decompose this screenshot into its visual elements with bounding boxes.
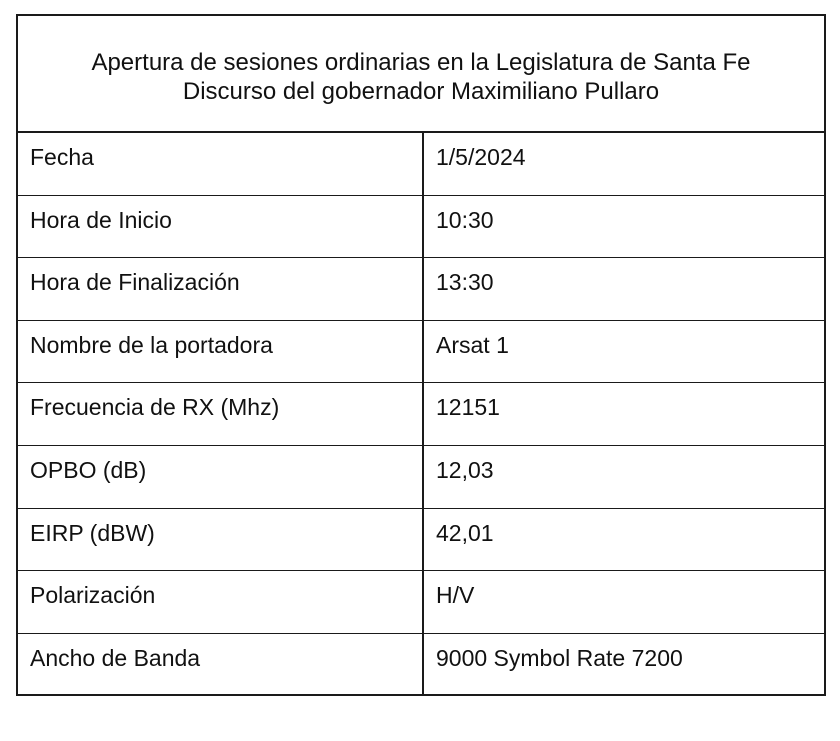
table-row-hora-finalizacion [18, 258, 824, 321]
table-row-ancho-banda [18, 634, 824, 697]
row-label: EIRP (dBW) [18, 509, 424, 571]
row-label: Frecuencia de RX (Mhz) [18, 383, 424, 445]
table-title-line-1: Apertura de sesiones ordinarias en la Legislatura de Santa Fe [91, 49, 751, 76]
table-row-nombre-portadora [18, 321, 824, 384]
table-row-eirp [18, 509, 824, 572]
table-row-polarizacion [18, 571, 824, 634]
row-value: 10:30 [436, 206, 494, 233]
row-value: Arsat 1 [436, 331, 509, 358]
row-value: 13:30 [436, 269, 494, 296]
row-value: 9000 Symbol Rate 7200 [436, 644, 683, 671]
row-label: Hora de Finalización [18, 258, 424, 320]
table-row-opbo [18, 446, 824, 509]
row-value: H/V [436, 582, 475, 609]
row-label: Polarización [18, 571, 424, 633]
row-label: Fecha [18, 133, 424, 195]
row-value: 42,01 [436, 519, 494, 546]
row-value: 1/5/2024 [436, 144, 526, 170]
row-label: OPBO (dB) [18, 446, 424, 508]
row-value: 12,03 [436, 456, 494, 483]
row-label: Hora de Inicio [18, 196, 424, 258]
info-table [16, 14, 826, 696]
table-row-frecuencia-rx [18, 383, 824, 446]
table-title-line-2: Discurso del gobernador Maximiliano Pullaro [182, 78, 660, 105]
row-value: 12151 [436, 394, 500, 421]
table-row-fecha [18, 133, 824, 196]
table-row-hora-inicio [18, 196, 824, 259]
row-label: Ancho de Banda [18, 634, 424, 697]
table-title-cell [18, 16, 824, 133]
row-label: Nombre de la portadora [18, 321, 424, 383]
